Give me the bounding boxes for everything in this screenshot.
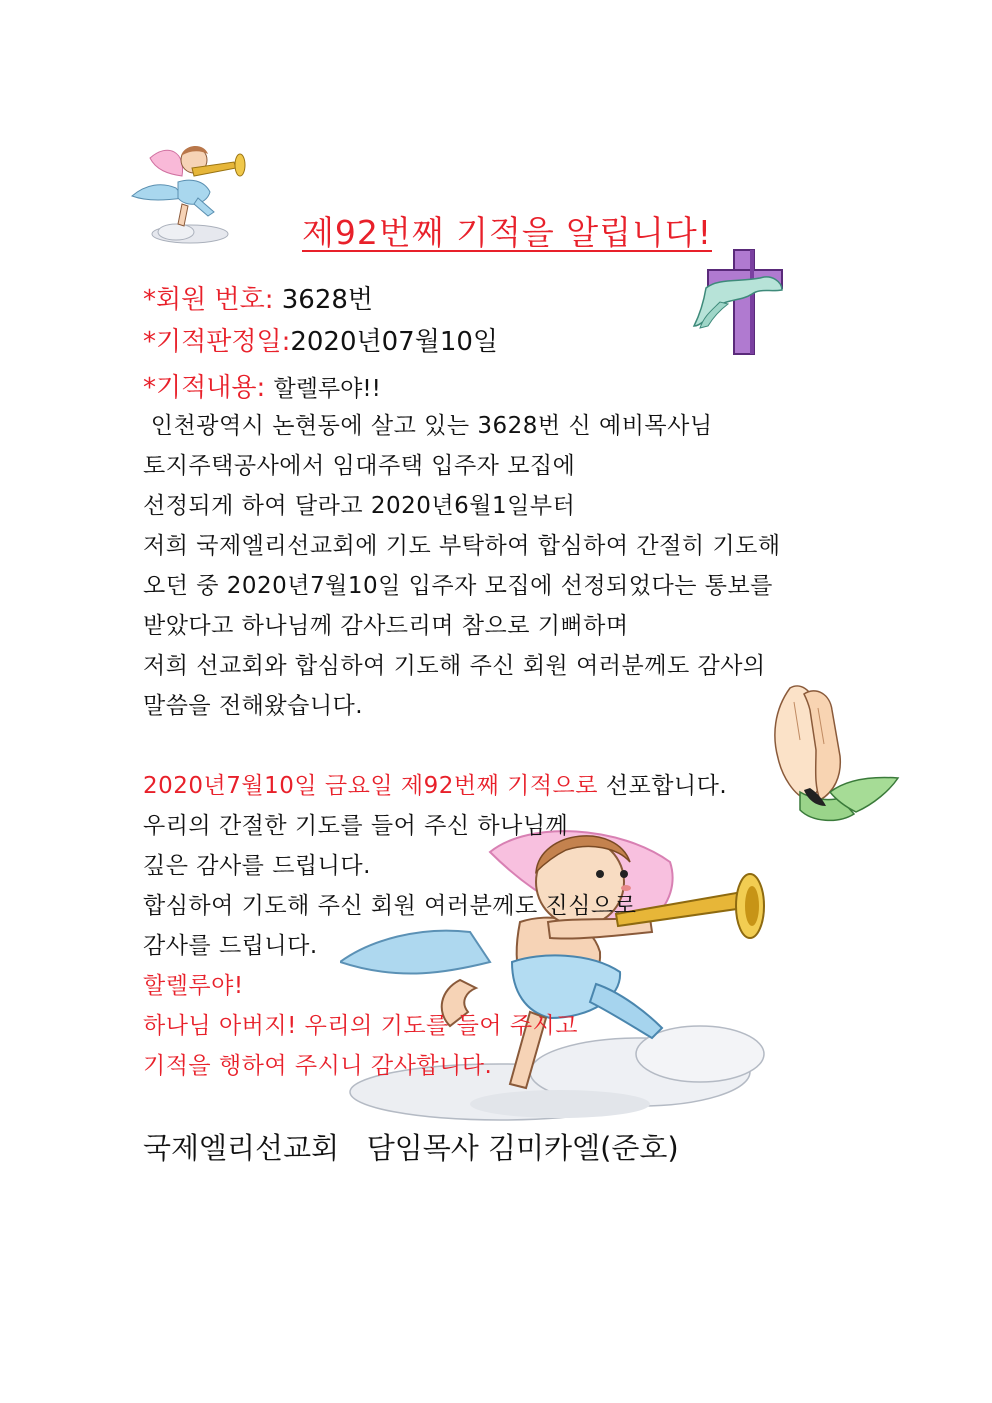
cross-icon — [690, 248, 786, 358]
praying-hands-icon — [760, 680, 904, 828]
paragraph-line: 깊은 감사를 드립니다. — [143, 853, 371, 879]
thanks-paragraph — [143, 806, 636, 966]
closing-line: 할렐루야! — [143, 973, 244, 999]
paragraph-line: 선정되게 하여 달라고 2020년6월1일부터 — [143, 493, 576, 519]
miracle-content-label: *기적내용: — [143, 373, 266, 403]
miracle-date-row — [143, 321, 498, 358]
paragraph-line: 토지주택공사에서 임대주택 입주자 모집에 — [143, 453, 576, 479]
signature: 국제엘리선교회 담임목사 김미카엘(준호) — [143, 1131, 679, 1165]
paragraph-line: 저희 국제엘리선교회에 기도 부탁하여 합심하여 간절히 기도해 — [143, 533, 781, 559]
testimony-paragraph — [143, 406, 781, 726]
declaration-black-text: 선포합니다. — [597, 773, 728, 799]
paragraph-line: 인천광역시 논현동에 살고 있는 3628번 신 예비목사님 — [143, 413, 713, 439]
closing-line: 하나님 아버지! 우리의 기도를 들어 주시고 — [143, 1013, 578, 1039]
declaration-line — [143, 766, 727, 806]
miracle-date-value: 2020년07월10일 — [290, 327, 499, 357]
paragraph-line: 받았다고 하나님께 감사드리며 참으로 기뻐하며 — [143, 613, 629, 639]
member-number-label: *회원 번호: — [143, 285, 274, 315]
paragraph-line: 저희 선교회와 합심하여 기도해 주신 회원 여러분께도 감사의 — [143, 653, 766, 679]
closing-line: 기적을 행하여 주시니 감사합니다. — [143, 1053, 493, 1079]
member-number-row — [143, 279, 373, 316]
paragraph-line: 오던 중 2020년7월10일 입주자 모집에 선정되었다는 통보를 — [143, 573, 773, 599]
member-number-value: 3628번 — [281, 285, 374, 315]
declaration-text — [143, 766, 727, 806]
page-title: 제92번째 기적을 알립니다! — [302, 213, 712, 252]
miracle-content-row — [143, 367, 381, 404]
miracle-date-label: *기적판정일: — [143, 327, 291, 357]
paragraph-line: 우리의 간절한 기도를 들어 주신 하나님께 — [143, 813, 569, 839]
small-angel-trumpet-icon — [128, 138, 250, 246]
paragraph-line: 말씀을 전해왔습니다. — [143, 693, 364, 719]
paragraph-line: 감사를 드립니다. — [143, 933, 318, 959]
declaration-red-text: 2020년7월10일 금요일 제92번째 기적으로 — [143, 773, 598, 799]
closing-red-paragraph — [143, 966, 578, 1086]
miracle-content-value: 할렐루야!! — [273, 376, 381, 402]
paragraph-line: 합심하여 기도해 주신 회원 여러분께도 진심으로 — [143, 893, 637, 919]
